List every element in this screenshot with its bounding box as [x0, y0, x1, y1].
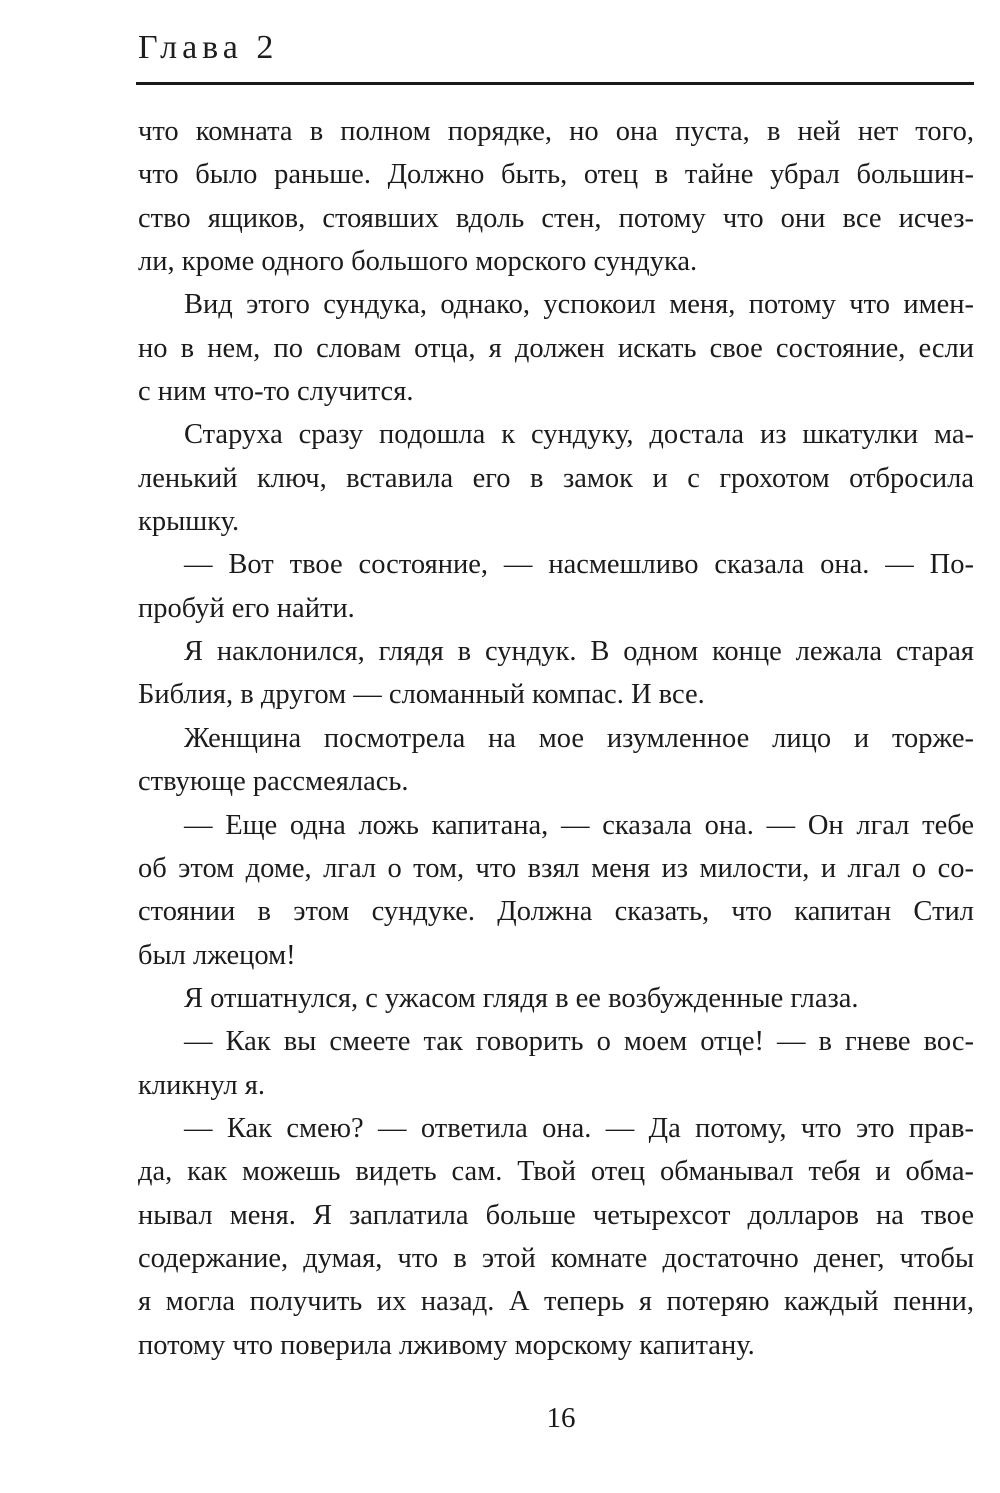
- text-line: Женщина посмотрела на мое изумленное лицо и торже-: [184, 722, 974, 754]
- text-line: Вид этого сундука, однако, успокоил меня, потому что имен-: [184, 289, 974, 321]
- text-line: об этом доме, лгал о том, что взял меня из милости, и лгал о со-: [138, 852, 974, 884]
- body-text: [138, 110, 974, 1367]
- text-line: Старуха сразу подошла к сундуку, достала из шкатулки ма-: [184, 419, 974, 451]
- text-line: ствующе рассмеялась.: [138, 766, 409, 798]
- text-line: — Как вы смеете так говорить о моем отце! — в гневе вос-: [184, 1026, 974, 1058]
- chapter-header: Глава 2: [138, 29, 279, 66]
- text-line: с ним что-то случится.: [138, 376, 414, 408]
- page-number: 16: [546, 1402, 576, 1434]
- text-line: я могла получить их назад. А теперь я потеряю каждый пенни,: [138, 1286, 974, 1318]
- text-line: стоянии в этом сундуке. Должна сказать, что капитан Стил: [138, 896, 974, 928]
- text-line: Я наклонился, глядя в сундук. В одном конце лежала старая: [184, 636, 974, 668]
- text-line: да, как можешь видеть сам. Твой отец обманывал тебя и обма-: [138, 1156, 974, 1188]
- text-line: ленький ключ, вставила его в замок и с грохотом отбросила: [138, 462, 974, 494]
- text-line: Библия, в другом — сломанный компас. И все.: [138, 679, 705, 711]
- text-line: был лжецом!: [138, 939, 296, 971]
- text-line: Я отшатнулся, с ужасом глядя в ее возбужденные глаза.: [184, 982, 859, 1014]
- text-line: кликнул я.: [138, 1069, 265, 1101]
- text-line: что было раньше. Должно быть, отец в тайне убрал большин-: [138, 159, 974, 191]
- text-line: ли, кроме одного большого морского сундука.: [138, 246, 698, 278]
- text-line: — Еще одна ложь капитана, — сказала она. — Он лгал тебе: [184, 809, 974, 841]
- text-line: пробуй его найти.: [138, 592, 355, 624]
- text-line: нывал меня. Я заплатила больше четырехсот долларов на твое: [138, 1199, 974, 1231]
- text-line: но в нем, по словам отца, я должен искать свое состояние, если: [138, 332, 974, 364]
- text-line: содержание, думая, что в этой комнате достаточно денег, чтобы: [138, 1242, 974, 1274]
- text-line: — Вот твое состояние, — насмешливо сказала она. — По-: [184, 549, 974, 581]
- text-line: что комната в полном порядке, но она пуста, в ней нет того,: [138, 116, 974, 147]
- text-line: крышку.: [138, 506, 240, 538]
- text-line: ство ящиков, стоявших вдоль стен, потому что они все исчез-: [138, 202, 974, 234]
- text-line: — Как смею? — ответила она. — Да потому, что это прав-: [184, 1112, 974, 1144]
- header-rule: [136, 82, 974, 85]
- text-line: потому что поверила лживому морскому капитану.: [138, 1329, 755, 1361]
